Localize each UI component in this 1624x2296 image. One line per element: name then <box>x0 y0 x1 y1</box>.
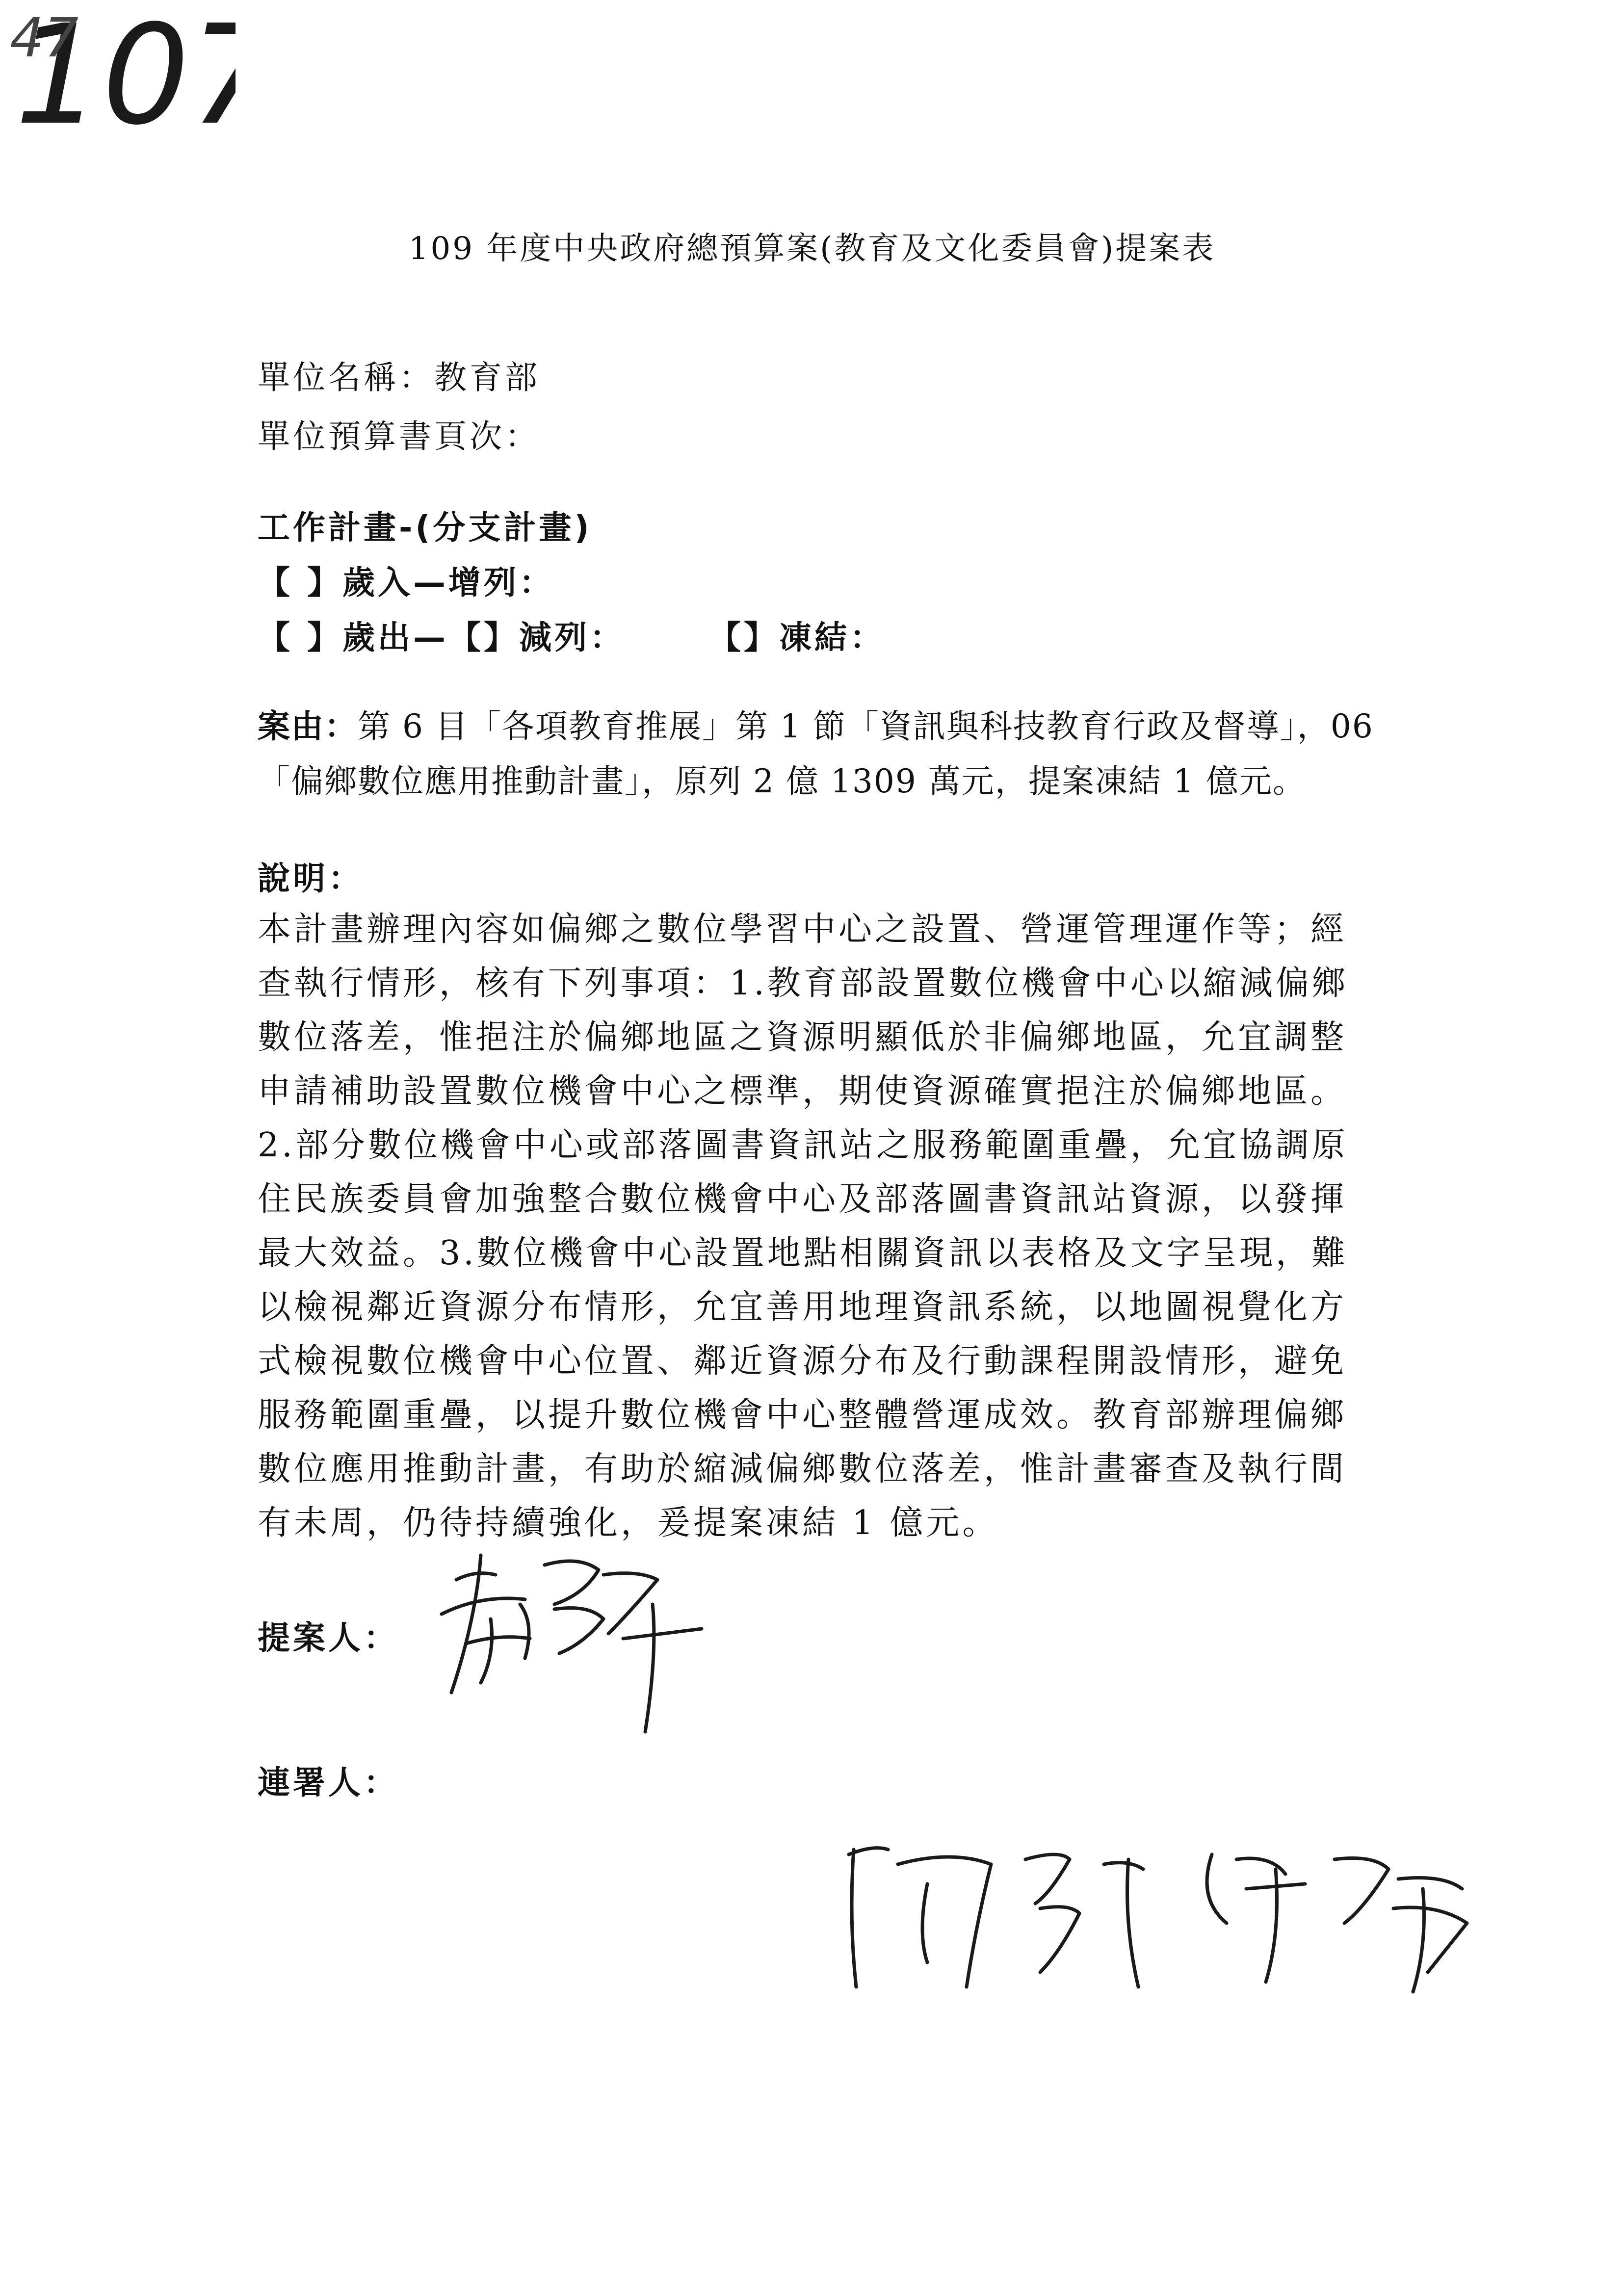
unit-info <box>258 348 540 466</box>
explanation-line: 數位應用推動計畫，有助於縮減偏鄉數位落差，惟計畫審查及執行間 <box>258 1450 1347 1488</box>
proposer-label: 提案人： <box>258 1619 399 1657</box>
unit-name: 單位名稱：教育部 <box>258 359 540 396</box>
explanation-label: 說明： <box>258 860 364 897</box>
case-reason <box>258 699 1401 809</box>
explanation-line: 服務範圍重疊，以提升數位機會中心整體營運成效。教育部辦理偏鄉 <box>258 1396 1347 1435</box>
reason-text: 第 6 目「各項教育推展」第 1 節「資訊與科技教育行政及督導」，06「偏鄉數位應用推動計畫」，原列 2 億 1309 萬元，提案凍結 1 億元。 <box>258 707 1374 800</box>
page-number-text: 10 <box>15 0 190 156</box>
cosigner-label: 連署人： <box>258 1764 399 1801</box>
expenditure-line: 【 】歲出—【】減列： <box>258 619 625 656</box>
handwritten-corner-number <box>0 0 118 76</box>
reason-label: 案由： <box>258 707 358 745</box>
explanation-line: 本計畫辦理內容如偏鄉之數位學習中心之設置、營運管理運作等；經 <box>258 910 1347 949</box>
explanation-line: 有未周，仍待持續強化，爰提案凍結 1 億元。 <box>258 1504 999 1542</box>
freeze-line: 【】凍結： <box>708 619 885 656</box>
corner-number-text: 47 <box>10 6 79 69</box>
explanation-line: 以檢視鄰近資源分布情形，允宜善用地理資訊系統，以地圖視覺化方 <box>258 1288 1347 1327</box>
explanation-line: 查執行情形，核有下列事項：1.教育部設置數位機會中心以縮減偏鄉 <box>258 964 1348 1003</box>
expenditure-freeze-line <box>258 610 885 665</box>
page-title: 109 年度中央政府總預算案(教育及文化委員會)提案表 <box>408 231 1216 267</box>
explanation-line: 2.部分數位機會中心或部落圖書資訊站之服務範圍重疊，允宜協調原 <box>258 1126 1348 1165</box>
cosigner-signature-strokes <box>805 1825 1521 2011</box>
explanation-body <box>258 903 1401 1550</box>
explanation-line: 申請補助設置數位機會中心之標準，期使資源確實挹注於偏鄉地區。 <box>258 1072 1347 1111</box>
corner-number-strokes <box>0 0 118 74</box>
explanation-line: 最大效益。3.數位機會中心設置地點相關資訊以表格及文字呈現，難 <box>258 1234 1348 1273</box>
explanation-line: 住民族委員會加強整合數位機會中心及部落圖書資訊站資源，以發揮 <box>258 1180 1347 1219</box>
explanation-line: 式檢視數位機會中心位置、鄰近資源分布及行動課程開設情形，避免 <box>258 1342 1347 1381</box>
revenue-line: 【 】歲入—增列： <box>258 564 554 601</box>
budget-page: 單位預算書頁次： <box>258 417 540 455</box>
explanation-line: 數位落差，惟挹注於偏鄉地區之資源明顯低於非偏鄉地區，允宜調整 <box>258 1018 1347 1057</box>
proposer-signature-strokes <box>422 1536 736 1742</box>
work-plan-heading: 工作計畫-(分支計畫) <box>258 509 592 547</box>
work-plan <box>258 500 885 665</box>
